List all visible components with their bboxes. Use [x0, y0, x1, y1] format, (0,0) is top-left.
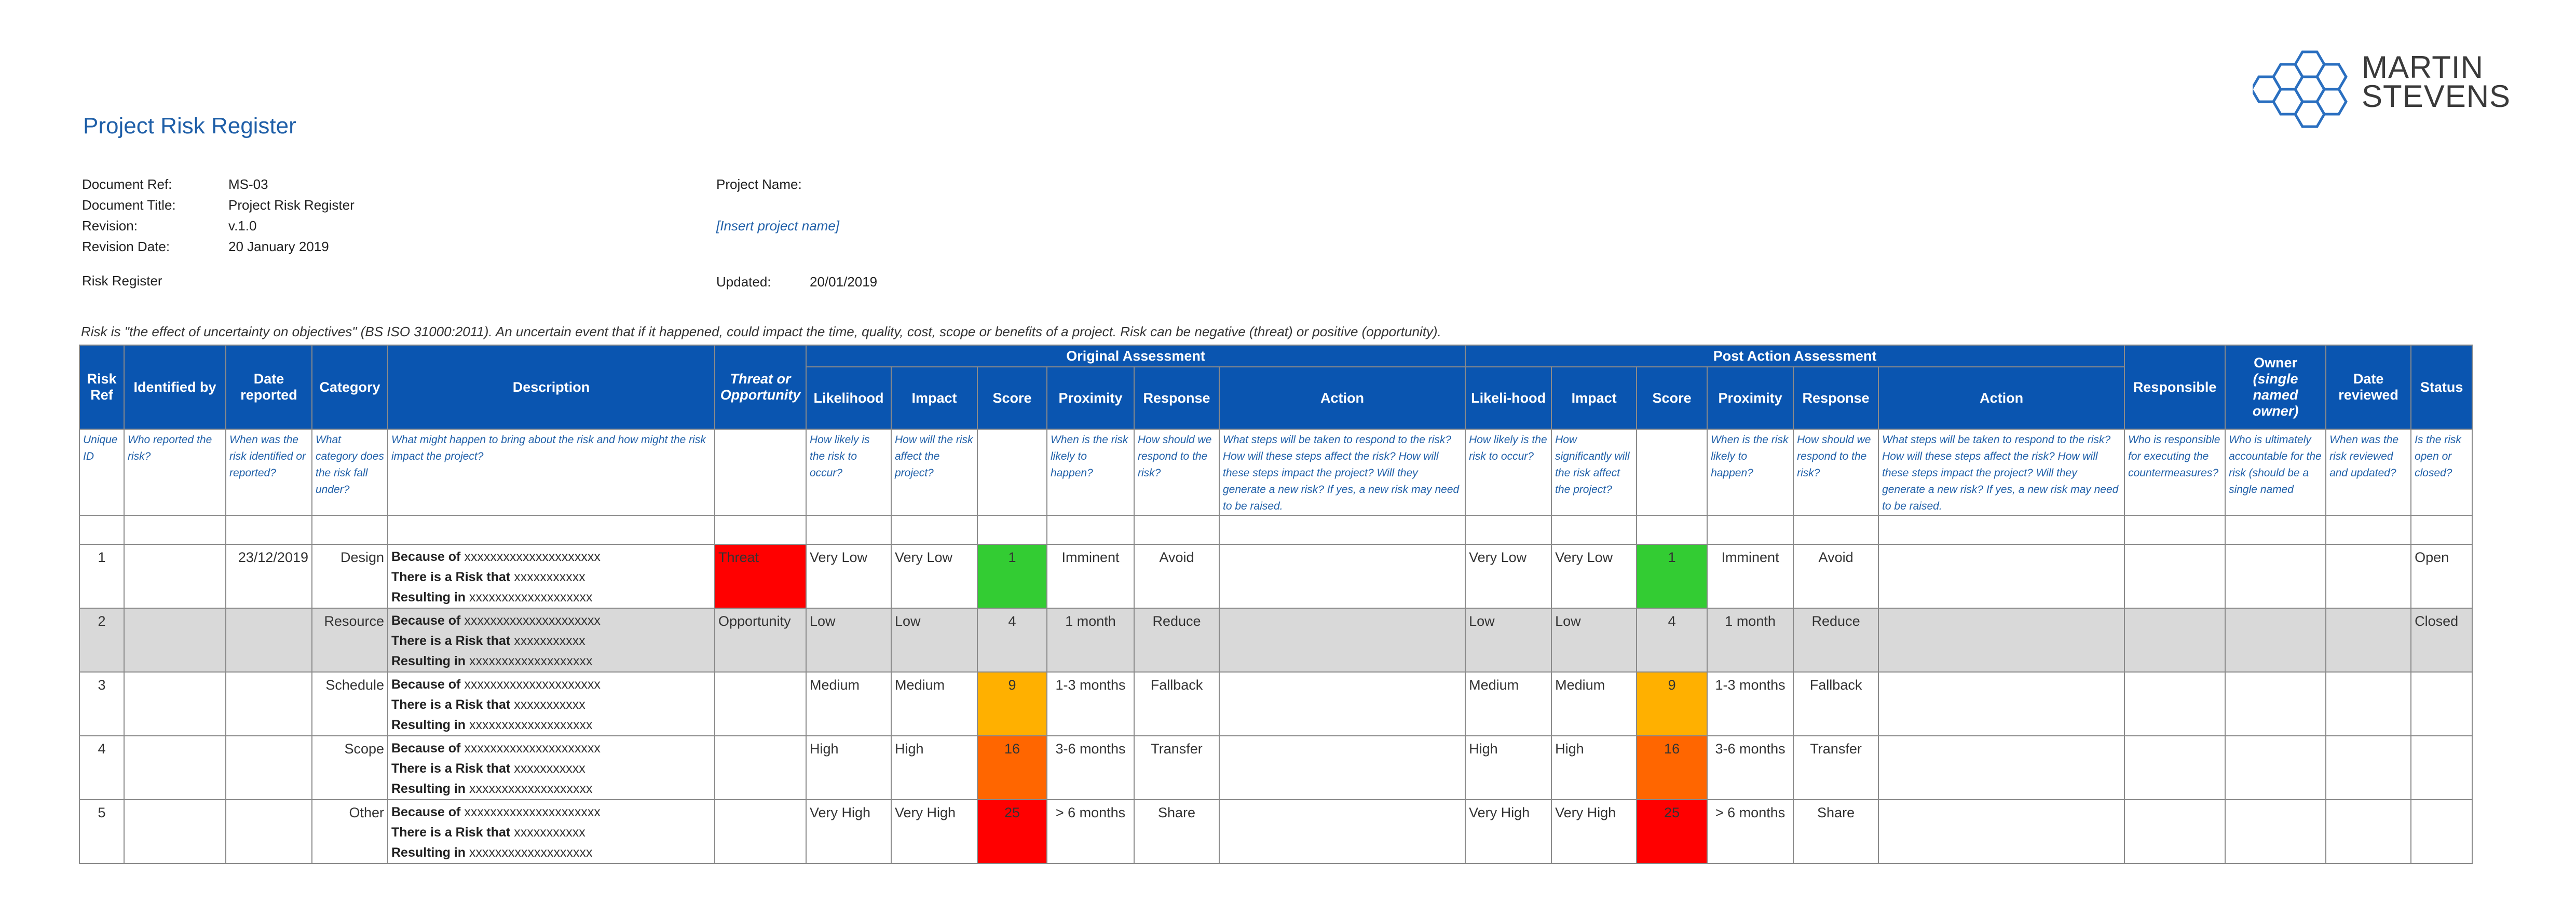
cell-date-reviewed[interactable]	[2326, 608, 2411, 672]
cell-status[interactable]: Open	[2411, 544, 2472, 608]
cell-likelihood[interactable]: Low	[806, 608, 891, 672]
logo-line-1: MARTIN	[2362, 50, 2484, 85]
cell-category[interactable]: Scope	[312, 736, 388, 800]
description-text: xxxxxxxxxxxxxxxxxxxxx	[460, 550, 601, 564]
description-prefix: Resulting in	[391, 845, 466, 860]
guide-action: What steps will be taken to respond to the risk? How will these steps affect the risk? How will these steps impact the project? Will they generate a new risk? If yes, a new risk may need to be raised.	[1219, 429, 1465, 515]
cell-post-score[interactable]: 16	[1637, 736, 1707, 800]
cell-description[interactable]	[388, 544, 715, 608]
col-header-risk-ref[interactable]: Risk Ref	[79, 345, 124, 429]
description-line-result	[391, 715, 711, 735]
col-header-score[interactable]: Score	[977, 367, 1047, 429]
col-header-impact[interactable]: Impact	[891, 367, 977, 429]
cell-action[interactable]	[1219, 672, 1465, 736]
cell-score[interactable]: 1	[977, 544, 1047, 608]
cell-proximity[interactable]: 3-6 months	[1047, 736, 1134, 800]
cell-post-likelihood[interactable]: Low	[1465, 608, 1551, 672]
col-header-post-score[interactable]: Score	[1637, 367, 1707, 429]
updated-label: Updated:	[716, 274, 771, 290]
cell-post-response[interactable]: Reduce	[1793, 608, 1878, 672]
description-line-because	[391, 738, 711, 759]
description-line-result	[391, 651, 711, 671]
doc-title-label: Document Title:	[82, 197, 176, 213]
col-header-post-action[interactable]: Action	[1878, 367, 2124, 429]
guide-owner: Who is ultimately accountable for the risk (should be a single named	[2225, 429, 2326, 515]
cell-responsible[interactable]	[2124, 800, 2225, 863]
col-header-post-impact[interactable]: Impact	[1551, 367, 1637, 429]
cell-responsible[interactable]	[2124, 544, 2225, 608]
guide-post-likelihood: How likely is the risk to occur?	[1465, 429, 1551, 515]
cell-identified-by[interactable]	[124, 544, 226, 608]
cell-category[interactable]: Other	[312, 800, 388, 863]
col-header-proximity[interactable]: Proximity	[1047, 367, 1134, 429]
cell-impact[interactable]: Very Low	[891, 544, 977, 608]
col-header-category[interactable]: Category	[312, 345, 388, 429]
guide-identified-by: Who reported the risk?	[124, 429, 226, 515]
col-header-date-reviewed[interactable]: Date reviewed	[2326, 345, 2411, 429]
guide-date-reviewed: When was the risk reviewed and updated?	[2326, 429, 2411, 515]
cell-description[interactable]	[388, 672, 715, 736]
cell-post-proximity[interactable]: Imminent	[1707, 544, 1793, 608]
cell-responsible[interactable]	[2124, 608, 2225, 672]
cell-date-reviewed[interactable]	[2326, 736, 2411, 800]
cell-status[interactable]: Closed	[2411, 608, 2472, 672]
cell-post-action[interactable]	[1878, 800, 2124, 863]
cell-proximity[interactable]: 1 month	[1047, 608, 1134, 672]
guide-post-proximity: When is the risk likely to happen?	[1707, 429, 1793, 515]
cell-response[interactable]: Fallback	[1134, 672, 1219, 736]
col-header-identified-by[interactable]: Identified by	[124, 345, 226, 429]
cell-owner[interactable]	[2225, 800, 2326, 863]
revision-label: Revision:	[82, 218, 138, 234]
description-text: xxxxxxxxxxxxxxxxxxxxx	[460, 613, 601, 628]
cell-risk-ref[interactable]: 2	[79, 608, 124, 672]
cell-post-proximity[interactable]: 1-3 months	[1707, 672, 1793, 736]
guide-post-response: How should we respond to the risk?	[1793, 429, 1878, 515]
blank-row	[79, 515, 2472, 544]
guide-post-action: What steps will be taken to respond to the risk? How will these steps affect the risk? How will these steps impact the project? Will they generate a new risk? If yes, a new risk may need to be raised.	[1878, 429, 2124, 515]
cell-likelihood[interactable]: Medium	[806, 672, 891, 736]
description-prefix: Resulting in	[391, 718, 466, 732]
cell-likelihood[interactable]: Very High	[806, 800, 891, 863]
guide-score	[977, 429, 1047, 515]
description-text: xxxxxxxxxxxxxxxxxxx	[466, 845, 593, 860]
page-title: Project Risk Register	[83, 113, 296, 139]
description-prefix: Resulting in	[391, 654, 466, 668]
cell-response[interactable]: Share	[1134, 800, 1219, 863]
cell-date-reported[interactable]	[226, 672, 312, 736]
guide-post-impact: How significantly will the risk affect the project?	[1551, 429, 1637, 515]
cell-identified-by[interactable]	[124, 736, 226, 800]
cell-identified-by[interactable]	[124, 800, 226, 863]
doc-title-value: Project Risk Register	[228, 197, 355, 213]
col-header-description[interactable]: Description	[388, 345, 715, 429]
cell-post-impact[interactable]: High	[1551, 736, 1637, 800]
revision-date-value: 20 January 2019	[228, 239, 329, 254]
cell-post-likelihood[interactable]: Very Low	[1465, 544, 1551, 608]
cell-post-impact[interactable]: Low	[1551, 608, 1637, 672]
cell-post-score[interactable]: 9	[1637, 672, 1707, 736]
description-text: xxxxxxxxxxx	[510, 761, 585, 776]
cell-owner[interactable]	[2225, 544, 2326, 608]
description-text: xxxxxxxxxxx	[510, 697, 585, 712]
description-line-risk	[391, 822, 711, 843]
cell-proximity[interactable]: Imminent	[1047, 544, 1134, 608]
cell-post-response[interactable]: Transfer	[1793, 736, 1878, 800]
cell-date-reported[interactable]	[226, 608, 312, 672]
cell-post-response[interactable]: Share	[1793, 800, 1878, 863]
risk-definition: Risk is "the effect of uncertainty on objectives" (BS ISO 31000:2011). An uncertain event that if it happened, could impact the time, quality, cost, scope or benefits of a project. Risk can be negative (threat) or positive (opportunity).	[81, 324, 1441, 339]
cell-status[interactable]	[2411, 736, 2472, 800]
table-row	[79, 672, 2472, 736]
cell-response[interactable]: Transfer	[1134, 736, 1219, 800]
cell-response[interactable]: Avoid	[1134, 544, 1219, 608]
risk-register-table	[79, 345, 2473, 864]
description-prefix: There is a Risk that	[391, 697, 511, 712]
col-header-threat-opportunity[interactable]: Threat or Opportunity	[715, 345, 806, 429]
cell-post-impact[interactable]: Very High	[1551, 800, 1637, 863]
description-text: xxxxxxxxxxxxxxxxxxx	[466, 654, 593, 668]
table-row	[79, 544, 2472, 608]
description-text: xxxxxxxxxxx	[510, 825, 585, 840]
description-prefix: Because of	[391, 741, 461, 756]
description-text: xxxxxxxxxxxxxxxxxxxxx	[460, 677, 601, 692]
project-name-placeholder[interactable]: [Insert project name]	[716, 218, 839, 234]
owner-header-label: Owner	[2254, 355, 2298, 371]
cell-post-score[interactable]: 25	[1637, 800, 1707, 863]
cell-action[interactable]	[1219, 608, 1465, 672]
updated-value: 20/01/2019	[810, 274, 878, 290]
group-header-post-action: Post Action Assessment	[1465, 345, 2124, 367]
hexagon-logo-icon	[2253, 48, 2362, 131]
guide-responsible: Who is responsible for executing the countermeasures?	[2124, 429, 2225, 515]
cell-threat-opportunity[interactable]	[715, 736, 806, 800]
cell-post-likelihood[interactable]: Very High	[1465, 800, 1551, 863]
description-line-because	[391, 802, 711, 822]
cell-threat-opportunity[interactable]	[715, 672, 806, 736]
cell-action[interactable]	[1219, 544, 1465, 608]
cell-action[interactable]	[1219, 736, 1465, 800]
cell-post-score[interactable]: 1	[1637, 544, 1707, 608]
cell-score[interactable]: 4	[977, 608, 1047, 672]
revision-value: v.1.0	[228, 218, 257, 234]
guide-description: What might happen to bring about the risk and how might the risk impact the project?	[388, 429, 715, 515]
description-text: xxxxxxxxxxxxxxxxxxx	[466, 590, 593, 605]
cell-threat-opportunity[interactable]: Opportunity	[715, 608, 806, 672]
cell-responsible[interactable]	[2124, 736, 2225, 800]
cell-date-reviewed[interactable]	[2326, 800, 2411, 863]
cell-status[interactable]	[2411, 672, 2472, 736]
cell-post-proximity[interactable]: > 6 months	[1707, 800, 1793, 863]
group-header-original: Original Assessment	[806, 345, 1465, 367]
cell-impact[interactable]: High	[891, 736, 977, 800]
cell-description[interactable]	[388, 800, 715, 863]
description-text: xxxxxxxxxxxxxxxxxxx	[466, 718, 593, 732]
description-prefix: Resulting in	[391, 781, 466, 796]
cell-risk-ref[interactable]: 3	[79, 672, 124, 736]
cell-post-proximity[interactable]: 1 month	[1707, 608, 1793, 672]
guide-date-reported: When was the risk identified or reported?	[226, 429, 312, 515]
description-prefix: Because of	[391, 805, 461, 819]
cell-post-impact[interactable]: Medium	[1551, 672, 1637, 736]
description-prefix: There is a Risk that	[391, 825, 511, 840]
cell-post-action[interactable]	[1878, 544, 2124, 608]
col-header-post-response[interactable]: Response	[1793, 367, 1878, 429]
cell-date-reviewed[interactable]	[2326, 672, 2411, 736]
cell-post-response[interactable]: Fallback	[1793, 672, 1878, 736]
cell-date-reported[interactable]	[226, 800, 312, 863]
description-line-result	[391, 779, 711, 799]
cell-likelihood[interactable]: High	[806, 736, 891, 800]
cell-impact[interactable]: Low	[891, 608, 977, 672]
doc-ref-value: MS-03	[228, 176, 268, 192]
col-header-owner[interactable]	[2225, 345, 2326, 429]
description-prefix: There is a Risk that	[391, 570, 511, 584]
cell-impact[interactable]: Medium	[891, 672, 977, 736]
cell-risk-ref[interactable]: 5	[79, 800, 124, 863]
description-line-risk	[391, 631, 711, 651]
cell-threat-opportunity[interactable]: Threat	[715, 544, 806, 608]
col-header-date-reported[interactable]: Date reported	[226, 345, 312, 429]
cell-owner[interactable]	[2225, 608, 2326, 672]
cell-threat-opportunity[interactable]	[715, 800, 806, 863]
cell-action[interactable]	[1219, 800, 1465, 863]
cell-date-reported[interactable]: 23/12/2019	[226, 544, 312, 608]
cell-identified-by[interactable]	[124, 672, 226, 736]
description-text: xxxxxxxxxxxxxxxxxxxxx	[460, 741, 601, 756]
cell-owner[interactable]	[2225, 672, 2326, 736]
col-header-responsible[interactable]: Responsible	[2124, 345, 2225, 429]
guide-proximity: When is the risk likely to happen?	[1047, 429, 1134, 515]
description-prefix: Because of	[391, 677, 461, 692]
cell-proximity[interactable]: 1-3 months	[1047, 672, 1134, 736]
cell-post-score[interactable]: 4	[1637, 608, 1707, 672]
project-name-label: Project Name:	[716, 176, 802, 192]
guidance-row	[79, 429, 2472, 515]
logo-wordmark	[2362, 50, 2511, 114]
description-prefix: Because of	[391, 550, 461, 564]
cell-category[interactable]: Design	[312, 544, 388, 608]
company-logo	[2253, 48, 2523, 131]
cell-post-action[interactable]	[1878, 736, 2124, 800]
guide-risk-ref: Unique ID	[79, 429, 124, 515]
description-line-risk	[391, 567, 711, 587]
description-text: xxxxxxxxxxx	[510, 570, 585, 584]
table-row	[79, 736, 2472, 800]
logo-line-2: STEVENS	[2362, 79, 2511, 114]
description-prefix: There is a Risk that	[391, 634, 511, 648]
cell-status[interactable]	[2411, 800, 2472, 863]
col-header-response[interactable]: Response	[1134, 367, 1219, 429]
cell-post-likelihood[interactable]: Medium	[1465, 672, 1551, 736]
cell-category[interactable]: Schedule	[312, 672, 388, 736]
cell-description[interactable]	[388, 736, 715, 800]
guide-category: What category does the risk fall under?	[312, 429, 388, 515]
description-text: xxxxxxxxxxxxxxxxxxxxx	[460, 805, 601, 819]
cell-responsible[interactable]	[2124, 672, 2225, 736]
description-line-because	[391, 611, 711, 631]
cell-post-proximity[interactable]: 3-6 months	[1707, 736, 1793, 800]
guide-status: Is the risk open or closed?	[2411, 429, 2472, 515]
cell-owner[interactable]	[2225, 736, 2326, 800]
cell-response[interactable]: Reduce	[1134, 608, 1219, 672]
cell-score[interactable]: 9	[977, 672, 1047, 736]
description-text: xxxxxxxxxxx	[510, 634, 585, 648]
cell-description[interactable]	[388, 608, 715, 672]
cell-identified-by[interactable]	[124, 608, 226, 672]
description-prefix: Resulting in	[391, 590, 466, 605]
cell-risk-ref[interactable]: 1	[79, 544, 124, 608]
description-text: xxxxxxxxxxxxxxxxxxx	[466, 781, 593, 796]
guide-post-score	[1637, 429, 1707, 515]
description-prefix: There is a Risk that	[391, 761, 511, 776]
owner-header-note: (single named owner)	[2252, 371, 2299, 419]
description-line-risk	[391, 759, 711, 779]
cell-category[interactable]: Resource	[312, 608, 388, 672]
cell-score[interactable]: 25	[977, 800, 1047, 863]
cell-impact[interactable]: Very High	[891, 800, 977, 863]
cell-likelihood[interactable]: Very Low	[806, 544, 891, 608]
cell-post-response[interactable]: Avoid	[1793, 544, 1878, 608]
table-row	[79, 608, 2472, 672]
col-header-post-likelihood[interactable]: Likeli-hood	[1465, 367, 1551, 429]
cell-risk-ref[interactable]: 4	[79, 736, 124, 800]
col-header-status[interactable]: Status	[2411, 345, 2472, 429]
col-header-likelihood[interactable]: Likelihood	[806, 367, 891, 429]
description-line-risk	[391, 695, 711, 715]
cell-date-reported[interactable]	[226, 736, 312, 800]
section-label: Risk Register	[82, 273, 162, 289]
col-header-action[interactable]: Action	[1219, 367, 1465, 429]
doc-ref-label: Document Ref:	[82, 176, 172, 192]
cell-post-impact[interactable]: Very Low	[1551, 544, 1637, 608]
cell-score[interactable]: 16	[977, 736, 1047, 800]
description-prefix: Because of	[391, 613, 461, 628]
col-header-post-proximity[interactable]: Proximity	[1707, 367, 1793, 429]
cell-proximity[interactable]: > 6 months	[1047, 800, 1134, 863]
cell-post-action[interactable]	[1878, 672, 2124, 736]
description-line-because	[391, 547, 711, 567]
cell-post-likelihood[interactable]: High	[1465, 736, 1551, 800]
guide-threat	[715, 429, 806, 515]
guide-impact: How will the risk affect the project?	[891, 429, 977, 515]
guide-likelihood: How likely is the risk to occur?	[806, 429, 891, 515]
cell-date-reviewed[interactable]	[2326, 544, 2411, 608]
description-line-because	[391, 675, 711, 695]
description-line-result	[391, 843, 711, 863]
table-row	[79, 800, 2472, 863]
revision-date-label: Revision Date:	[82, 239, 170, 254]
guide-response: How should we respond to the risk?	[1134, 429, 1219, 515]
description-line-result	[391, 587, 711, 608]
cell-post-action[interactable]	[1878, 608, 2124, 672]
